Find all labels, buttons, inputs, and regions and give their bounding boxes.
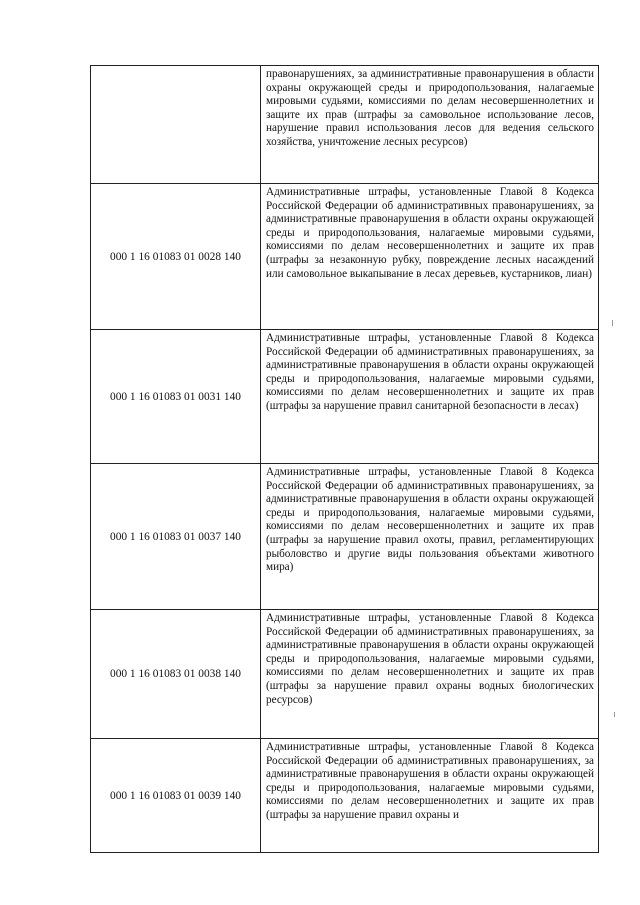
row-code: 000 1 16 01083 01 0037 140 (91, 464, 261, 610)
row-description: Административные штрафы, установленные Главой 8 Кодекса Российской Федерации об административных правонарушениях, за административные правонарушения в области охраны окружающей среды и природопользования, налагаемые мировыми судьями, комиссиями по делам несовершеннолетних и защите их прав (штрафы за нарушение правил санитарной безопасности в лесах) (261, 330, 599, 464)
table-row (91, 184, 599, 330)
scan-mark (612, 320, 613, 326)
row-description: правонарушениях, за административные правонарушения в области охраны окружающей среды и природопользования, налагаемые мировыми судьями, комиссиями по делам несовершеннолетних и защите их прав (штрафы за самовольное использование лесов, нарушение правил использования лесов для ведения сельского хозяйства, уничтожение лесных ресурсов) (261, 66, 599, 184)
row-description: Административные штрафы, установленные Главой 8 Кодекса Российской Федерации об административных правонарушениях, за административные правонарушения в области охраны окружающей среды и природопользования, налагаемые мировыми судьями, комиссиями по делам несовершеннолетних и защите их прав (штрафы за нарушение правил охраны и (261, 739, 599, 853)
row-code: 000 1 16 01083 01 0038 140 (91, 610, 261, 739)
row-code: 000 1 16 01083 01 0028 140 (91, 184, 261, 330)
table-row (91, 610, 599, 739)
row-description: Административные штрафы, установленные Главой 8 Кодекса Российской Федерации об административных правонарушениях, за административные правонарушения в области охраны окружающей среды и природопользования, налагаемые мировыми судьями, комиссиями по делам несовершеннолетних и защите их прав (штрафы за незаконную рубку, повреждение лесных насаждений или самовольное выкапывание в лесах деревьев, кустарников, лиан) (261, 184, 599, 330)
table-row (91, 330, 599, 464)
row-description: Административные штрафы, установленные Главой 8 Кодекса Российской Федерации об административных правонарушениях, за административные правонарушения в области охраны окружающей среды и природопользования, налагаемые мировыми судьями, комиссиями по делам несовершеннолетних и защите их прав (штрафы за нарушение правил охраны водных биологических ресурсов) (261, 610, 599, 739)
scan-mark (614, 712, 615, 717)
row-description: Административные штрафы, установленные Главой 8 Кодекса Российской Федерации об административных правонарушениях, за административные правонарушения в области охраны окружающей среды и природопользования, налагаемые мировыми судьями, комиссиями по делам несовершеннолетних и защите их прав (штрафы за нарушение правил охоты, правил, регламентирующих рыболовство и другие виды пользования объектами животного мира) (261, 464, 599, 610)
row-code: 000 1 16 01083 01 0039 140 (91, 739, 261, 853)
table-row (91, 464, 599, 610)
row-code: 000 1 16 01083 01 0031 140 (91, 330, 261, 464)
table-row (91, 66, 599, 184)
budget-codes-table (90, 65, 599, 853)
row-code (91, 66, 261, 184)
table-row (91, 739, 599, 853)
